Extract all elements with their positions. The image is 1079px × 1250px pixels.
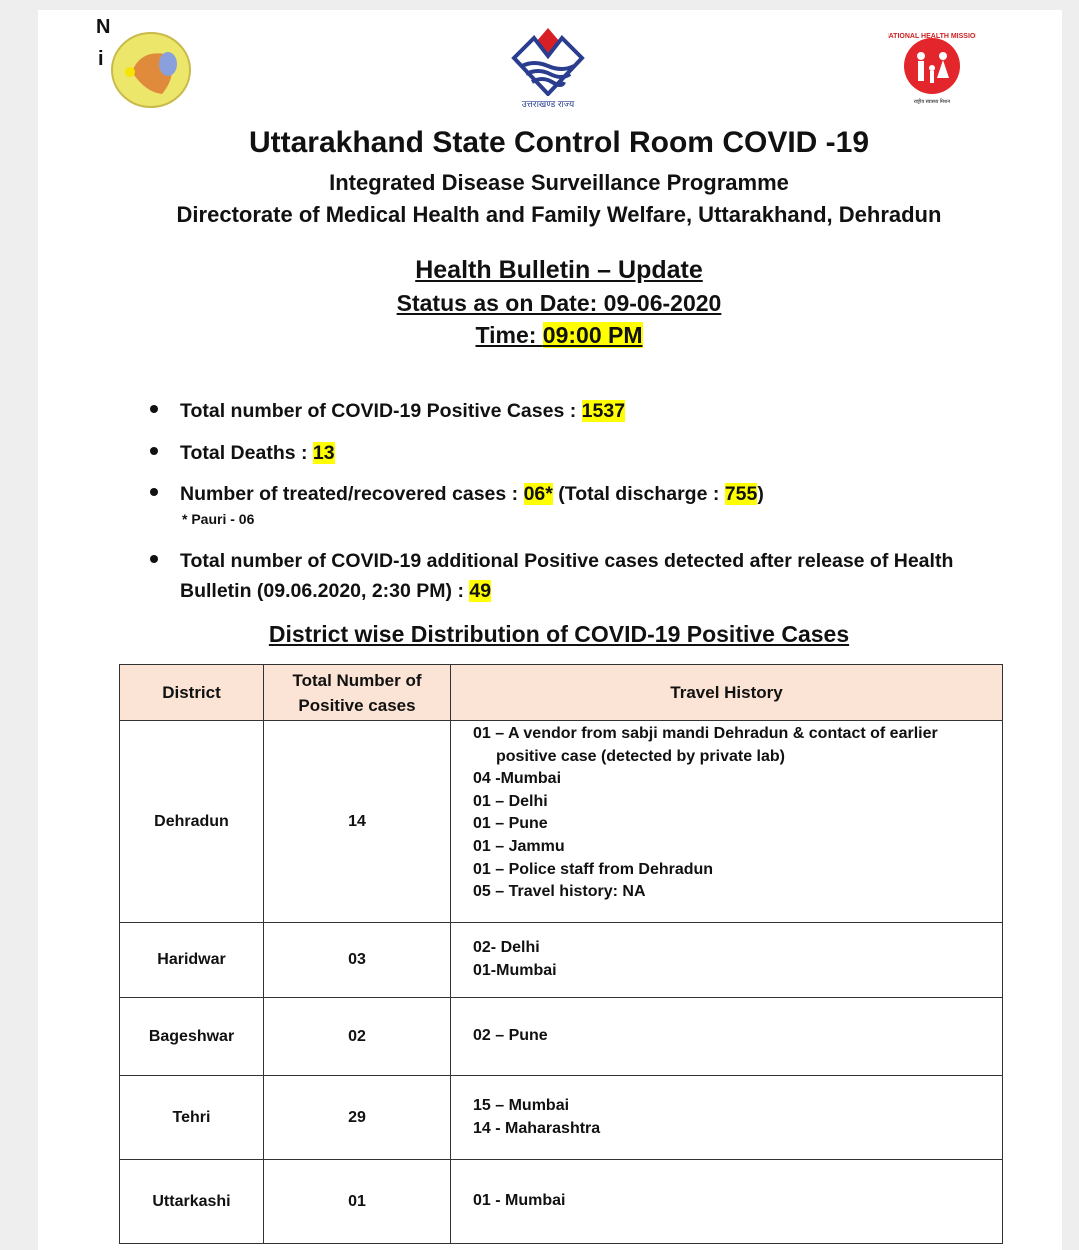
travel-line: 15 – Mumbai [473,1096,570,1114]
district-cell: Uttarkashi [120,1160,264,1244]
nhm-logo [888,30,976,105]
table-row [120,1160,1003,1244]
travel-line: 01 – Delhi [473,792,548,810]
deaths-label: Total Deaths : [180,442,313,464]
discharge-value: 755 [724,483,758,505]
count-cell: 29 [264,1076,451,1160]
travel-line: 05 – Travel history: NA [473,883,646,901]
bullet-recovered [150,479,764,509]
status-date: Status as on Date: 09-06-2020 [396,290,722,316]
travel-line: 01 – Police staff from Dehradun [473,860,714,878]
header-district: District [120,665,264,721]
recovered-value: 06* [523,483,553,505]
bullet-deaths [150,438,335,468]
travel-cell [451,923,1003,998]
time-label: Time: [475,322,543,348]
travel-line: 01 – Jammu [473,837,565,855]
district-table [119,664,1003,1244]
table-title: District wise Distribution of COVID-19 Positive Cases [268,621,850,647]
table-row [120,923,1003,998]
nhm-caption: राष्ट्रीय स्वास्थ्य मिशन [913,99,951,105]
uttarakhand-emblem [508,26,588,109]
footnote: * Pauri - 06 [182,511,255,527]
travel-cell [451,1076,1003,1160]
travel-line: 04 -Mumbai [473,770,562,788]
travel-cell [451,721,1003,923]
district-cell: Bageshwar [120,998,264,1076]
time-value: 09:00 PM [542,322,643,348]
subtitle-programme: Integrated Disease Surveillance Programme [329,170,789,195]
additional-label: Total number of COVID-19 additional Positive cases detected after release of Health Bulletin (09.06.2020, 2:30 PM) : [180,550,954,602]
travel-line: 01 – A vendor from sabji mandi Dehradun & contact of earlier [473,725,938,742]
travel-line: 01 - Mumbai [473,1192,566,1210]
count-cell: 02 [264,998,451,1076]
side-letter-n: N [96,16,111,38]
count-cell: 01 [264,1160,451,1244]
district-cell: Haridwar [120,923,264,998]
header-travel: Travel History [451,665,1003,721]
recovered-label: Number of treated/recovered cases : [180,483,524,505]
count-cell: 03 [264,923,451,998]
bulletin-heading: Health Bulletin – Update [415,256,703,284]
travel-cell [451,1160,1003,1244]
emblem-caption: उत्तराखण्ड राज्य [521,99,575,109]
total-label: Total number of COVID-19 Positive Cases : [180,400,582,422]
additional-value: 49 [469,580,492,602]
header-count: Total Number of Positive cases [264,665,451,721]
travel-line: 01 – Pune [473,815,548,833]
travel-cell [451,998,1003,1076]
total-value: 1537 [581,400,626,422]
discharge-close: ) [757,483,764,505]
table-row [120,721,1003,923]
side-letter-i: i [98,48,104,70]
nhm-ring-text: NATIONAL HEALTH MISSION [888,33,976,40]
table-header [120,665,1003,721]
travel-line: 02- Delhi [473,939,540,957]
subtitle-directorate: Directorate of Medical Health and Family Welfare, Uttarakhand, Dehradun [176,202,942,227]
travel-line: positive case (detected by private lab) [496,747,785,765]
discharge-label: (Total discharge : [552,483,725,505]
bullet-additional [150,546,1010,606]
table-row [120,1076,1003,1160]
travel-line: 14 - Maharashtra [473,1119,601,1137]
district-cell: Tehri [120,1076,264,1160]
deaths-value: 13 [312,442,335,464]
travel-line: 01-Mumbai [473,962,557,979]
idsp-logo [110,32,192,108]
district-cell: Dehradun [120,721,264,923]
bullet-total-cases [150,396,625,426]
page-title: Uttarakhand State Control Room COVID -19 [248,126,870,159]
travel-line: 02 – Pune [473,1027,548,1045]
count-cell: 14 [264,721,451,923]
table-row [120,998,1003,1076]
